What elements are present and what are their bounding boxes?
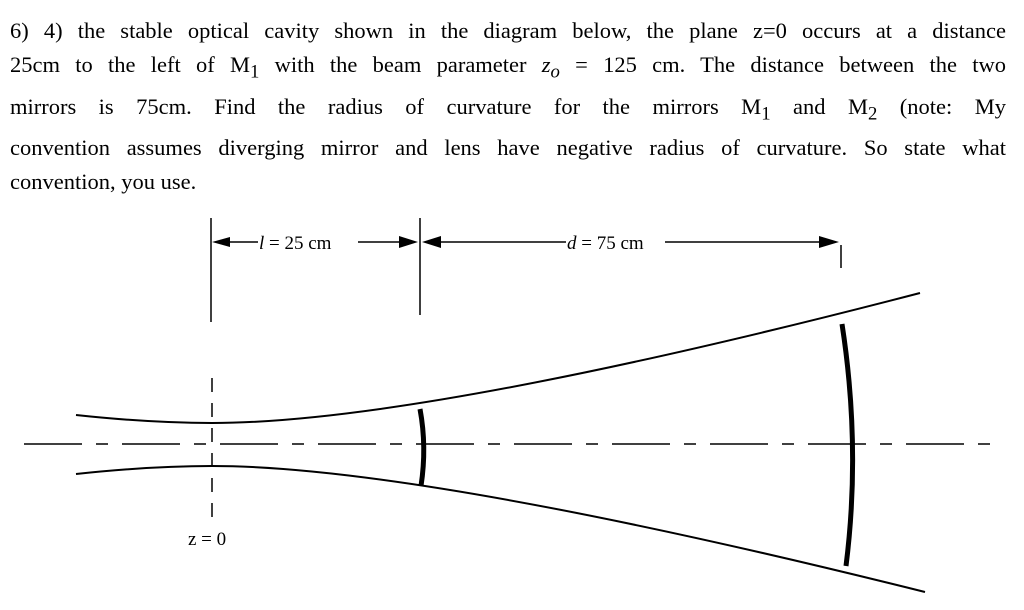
line2-post: = 125 cm. The distance between the two [559,52,1006,77]
line2-pre: 25cm to the left of M [10,52,250,77]
line3-pre: mirrors is 75cm. Find the radius of curvature for the mirrors M [10,93,762,119]
problem-line-1: 6) 4) the stable optical cavity shown in the diagram below, the plane z=0 occurs at a distance [10,18,1006,43]
z0-label: z = 0 [188,529,227,550]
problem-line-5: convention, you use. [10,169,197,194]
l-right-arrowhead [399,236,418,248]
m2-subscript: 2 [867,103,878,124]
line3-post: (note: My [877,93,1006,119]
problem-line-4: convention assumes diverging mirror and lens have negative radius of curvature. So state what [10,135,1006,160]
m1-subscript: 1 [249,61,260,83]
beam-parameter-symbol: $z_o$ [541,52,560,83]
d-dimension-label: d = 75 cm [567,233,644,254]
mirror-m1 [420,409,424,486]
d-right-arrowhead [819,236,839,248]
m1-subscript: 1 [761,103,771,124]
l-dimension-label: l = 25 cm [259,233,332,254]
line3-mid: and M [770,93,868,119]
mirror-m2 [842,324,853,566]
line2-mid: with the beam parameter [259,52,542,77]
beam-envelope-upper [76,293,920,423]
l-left-arrowhead [212,237,230,247]
